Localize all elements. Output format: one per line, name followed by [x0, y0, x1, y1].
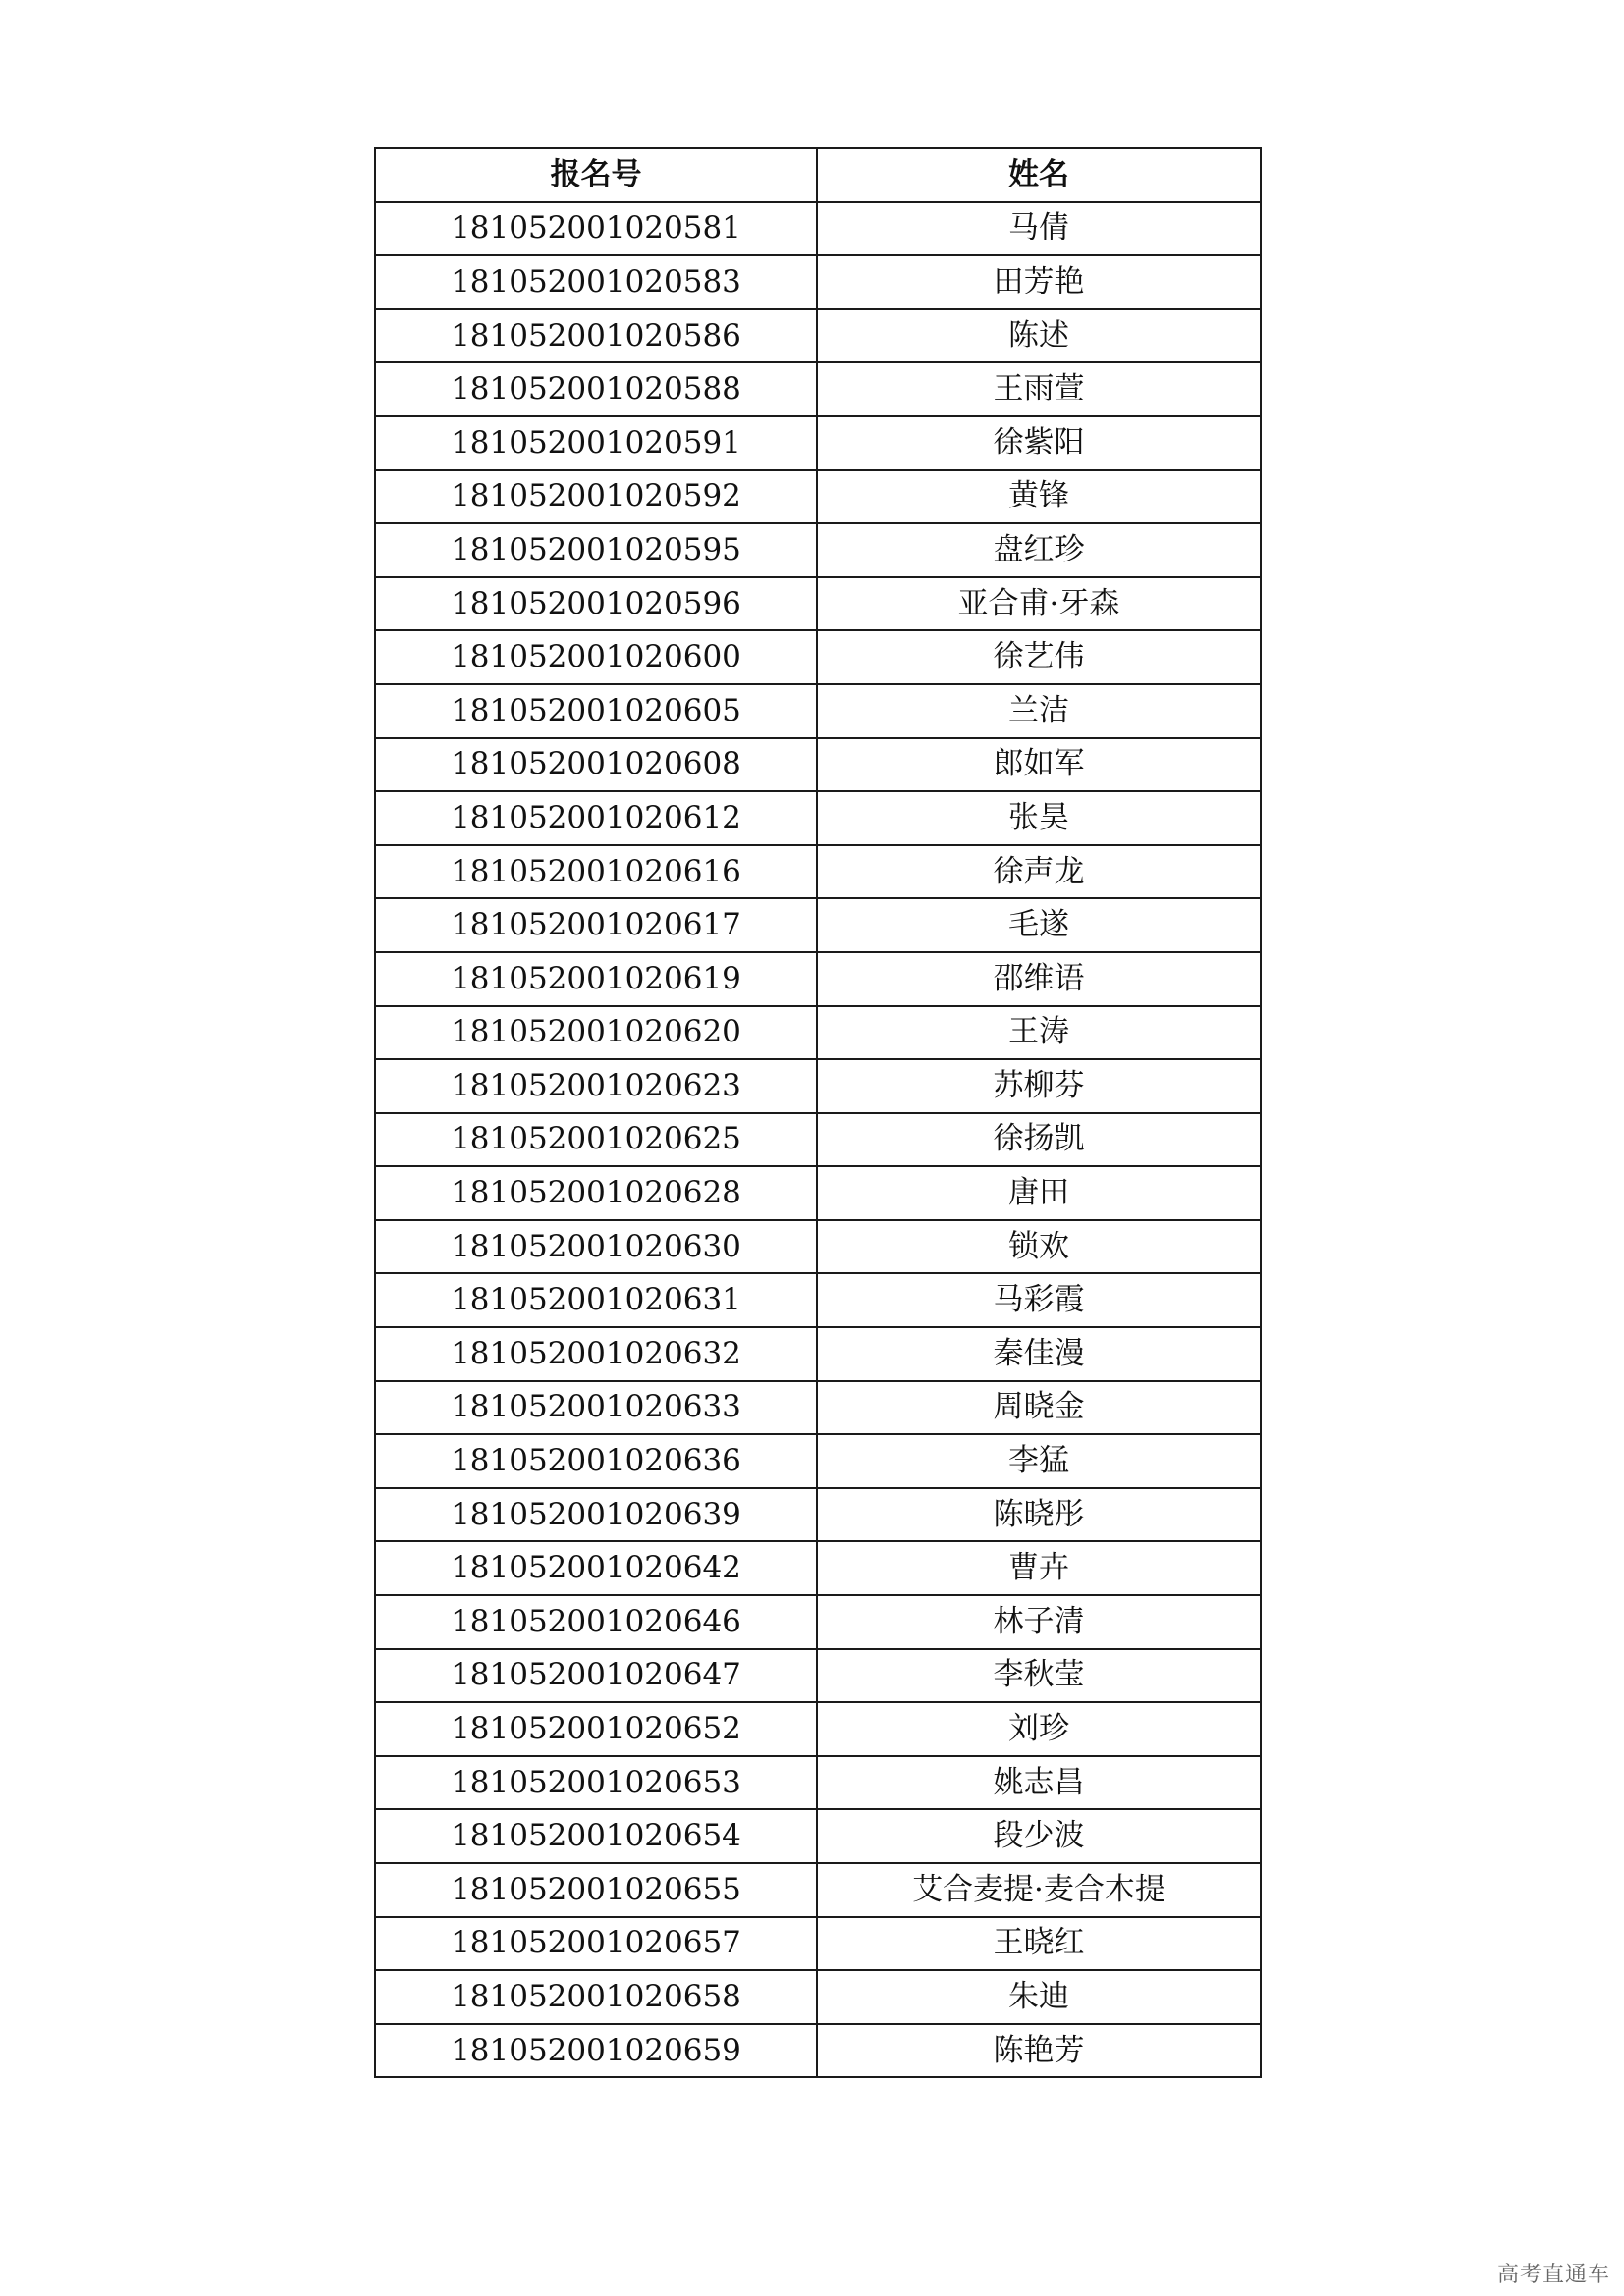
- cell-name: 苏柳芬: [817, 1059, 1261, 1113]
- table-row: [375, 255, 1261, 309]
- cell-name: 徐声龙: [817, 845, 1261, 899]
- cell-name: 陈艳芳: [817, 2024, 1261, 2078]
- cell-name: 陈晓彤: [817, 1488, 1261, 1542]
- cell-name: 李秋莹: [817, 1649, 1261, 1703]
- registration-table: [374, 147, 1262, 2078]
- cell-registration-number: 181052001020595: [375, 523, 817, 577]
- cell-name: 秦佳漫: [817, 1327, 1261, 1381]
- cell-registration-number: 181052001020639: [375, 1488, 817, 1542]
- cell-name: 盘红珍: [817, 523, 1261, 577]
- cell-name: 周晓金: [817, 1381, 1261, 1435]
- cell-name: 张昊: [817, 791, 1261, 845]
- header-registration-number: 报名号: [375, 148, 817, 202]
- cell-registration-number: 181052001020592: [375, 470, 817, 524]
- cell-registration-number: 181052001020596: [375, 577, 817, 631]
- cell-name: 林子清: [817, 1595, 1261, 1649]
- cell-registration-number: 181052001020657: [375, 1917, 817, 1971]
- header-name: 姓名: [817, 148, 1261, 202]
- table-row: [375, 1059, 1261, 1113]
- cell-registration-number: 181052001020617: [375, 898, 817, 952]
- cell-name: 王晓红: [817, 1917, 1261, 1971]
- cell-registration-number: 181052001020612: [375, 791, 817, 845]
- table-row: [375, 630, 1261, 684]
- table-row: [375, 1917, 1261, 1971]
- cell-name: 徐紫阳: [817, 416, 1261, 470]
- table-row: [375, 1702, 1261, 1756]
- table-row: [375, 1220, 1261, 1274]
- cell-name: 曹卉: [817, 1541, 1261, 1595]
- table-row: [375, 202, 1261, 256]
- cell-registration-number: 181052001020655: [375, 1863, 817, 1917]
- cell-name: 朱迪: [817, 1970, 1261, 2024]
- cell-registration-number: 181052001020616: [375, 845, 817, 899]
- cell-registration-number: 181052001020642: [375, 1541, 817, 1595]
- cell-name: 兰洁: [817, 684, 1261, 738]
- cell-name: 田芳艳: [817, 255, 1261, 309]
- cell-name: 艾合麦提·麦合木提: [817, 1863, 1261, 1917]
- table-row: [375, 362, 1261, 416]
- cell-registration-number: 181052001020586: [375, 309, 817, 363]
- cell-name: 锁欢: [817, 1220, 1261, 1274]
- cell-registration-number: 181052001020646: [375, 1595, 817, 1649]
- cell-registration-number: 181052001020647: [375, 1649, 817, 1703]
- table-row: [375, 1756, 1261, 1810]
- table-row: [375, 470, 1261, 524]
- table-row: [375, 577, 1261, 631]
- watermark-text: 高考直通车: [1496, 2263, 1610, 2287]
- table-row: [375, 791, 1261, 845]
- cell-name: 黄锋: [817, 470, 1261, 524]
- cell-registration-number: 181052001020605: [375, 684, 817, 738]
- cell-name: 徐扬凯: [817, 1113, 1261, 1167]
- cell-registration-number: 181052001020631: [375, 1273, 817, 1327]
- cell-name: 毛遂: [817, 898, 1261, 952]
- cell-name: 李猛: [817, 1434, 1261, 1488]
- table-row: [375, 1166, 1261, 1220]
- table-row: [375, 845, 1261, 899]
- cell-registration-number: 181052001020630: [375, 1220, 817, 1274]
- cell-registration-number: 181052001020632: [375, 1327, 817, 1381]
- cell-name: 邵维语: [817, 952, 1261, 1006]
- table-row: [375, 738, 1261, 792]
- cell-registration-number: 181052001020653: [375, 1756, 817, 1810]
- table-row: [375, 898, 1261, 952]
- cell-registration-number: 181052001020608: [375, 738, 817, 792]
- cell-registration-number: 181052001020583: [375, 255, 817, 309]
- table-row: [375, 952, 1261, 1006]
- table-header: [375, 148, 1261, 202]
- cell-registration-number: 181052001020633: [375, 1381, 817, 1435]
- cell-registration-number: 181052001020623: [375, 1059, 817, 1113]
- cell-registration-number: 181052001020591: [375, 416, 817, 470]
- cell-name: 马彩霞: [817, 1273, 1261, 1327]
- cell-registration-number: 181052001020620: [375, 1006, 817, 1060]
- table-row: [375, 1273, 1261, 1327]
- cell-name: 刘珍: [817, 1702, 1261, 1756]
- cell-registration-number: 181052001020636: [375, 1434, 817, 1488]
- table-row: [375, 2024, 1261, 2078]
- table-row: [375, 1488, 1261, 1542]
- cell-name: 徐艺伟: [817, 630, 1261, 684]
- cell-registration-number: 181052001020628: [375, 1166, 817, 1220]
- cell-registration-number: 181052001020659: [375, 2024, 817, 2078]
- table-row: [375, 1434, 1261, 1488]
- cell-name: 姚志昌: [817, 1756, 1261, 1810]
- table-body: [375, 202, 1261, 2078]
- table-row: [375, 1809, 1261, 1863]
- table-row: [375, 1649, 1261, 1703]
- cell-registration-number: 181052001020654: [375, 1809, 817, 1863]
- cell-registration-number: 181052001020600: [375, 630, 817, 684]
- cell-registration-number: 181052001020619: [375, 952, 817, 1006]
- table-row: [375, 1006, 1261, 1060]
- table-row: [375, 1970, 1261, 2024]
- table-row: [375, 416, 1261, 470]
- table-row: [375, 684, 1261, 738]
- table-row: [375, 309, 1261, 363]
- cell-registration-number: 181052001020652: [375, 1702, 817, 1756]
- table-row: [375, 1863, 1261, 1917]
- cell-name: 马倩: [817, 202, 1261, 256]
- cell-registration-number: 181052001020625: [375, 1113, 817, 1167]
- table-row: [375, 1541, 1261, 1595]
- cell-name: 陈述: [817, 309, 1261, 363]
- table-row: [375, 1595, 1261, 1649]
- cell-registration-number: 181052001020588: [375, 362, 817, 416]
- table-row: [375, 523, 1261, 577]
- table-row: [375, 1381, 1261, 1435]
- cell-name: 王雨萱: [817, 362, 1261, 416]
- cell-name: 王涛: [817, 1006, 1261, 1060]
- cell-registration-number: 181052001020581: [375, 202, 817, 256]
- table-row: [375, 1113, 1261, 1167]
- cell-name: 段少波: [817, 1809, 1261, 1863]
- cell-registration-number: 181052001020658: [375, 1970, 817, 2024]
- header-row: [375, 148, 1261, 202]
- cell-name: 郎如军: [817, 738, 1261, 792]
- cell-name: 亚合甫·牙森: [817, 577, 1261, 631]
- cell-name: 唐田: [817, 1166, 1261, 1220]
- table-row: [375, 1327, 1261, 1381]
